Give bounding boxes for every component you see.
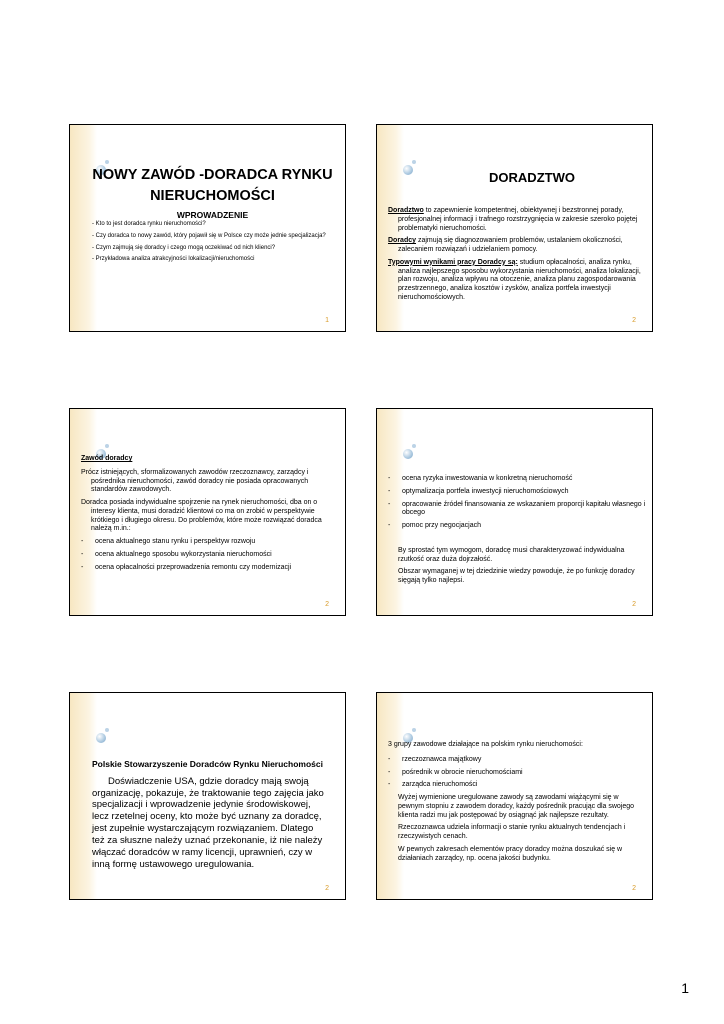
list-item: - ocena opłacalności przeprowadzenia remontu czy modernizacji: [81, 564, 339, 573]
slide-number: 1: [325, 317, 329, 324]
slide-number: 2: [325, 885, 329, 892]
slide-title-line1: NOWY ZAWÓD -DORADCA RYNKU: [92, 167, 333, 183]
slide-number: 2: [632, 317, 636, 324]
page-number: 1: [681, 980, 689, 996]
slide-1: [69, 124, 346, 332]
list-item: - ocena ryzyka inwestowania w konkretną nieruchomość: [388, 475, 646, 484]
slide-title: DORADZTWO: [489, 170, 575, 185]
intro-item: - Kto to jest doradca rynku nieruchomości?: [92, 221, 206, 227]
paragraph: Doradca posiada indywidualne spojrzenie na rynek nieruchomości, dba on o interesy klienta, musi doradzić klientowi co ma on zrobić w perspektywie krótkiego i długiego okresu. Do problemów, które może rozwiązać doradca należą m.in.:: [81, 499, 322, 533]
slide-heading: Polskie Stowarzyszenie Doradców Rynku Nieruchomości: [92, 759, 323, 769]
slide-heading: Zawód doradcy: [81, 455, 133, 462]
list-item: - ocena aktualnego stanu rynku i perspektyw rozwoju: [81, 538, 339, 547]
term: Doradztwo: [388, 207, 424, 214]
paragraph: Wyżej wymienione uregulowane zawody są zawodami wiążącymi się w pewnym stopniu z zawodem doradcy, każdy pośrednik pracując dla swojego klienta radzi mu jak postępować by osiągnąć jak najlepsze rezultaty.: [398, 794, 635, 819]
paragraph: Rzeczoznawca udziela informacji o stanie rynku aktualnych tendencjach i rzeczywistych cenach.: [398, 824, 626, 840]
list-item: - pośrednik w obrocie nieruchomościami: [388, 769, 646, 778]
intro: 3 grupy zawodowe działające na polskim rynku nieruchomości:: [388, 741, 583, 748]
slide-title-line2: NIERUCHOMOŚCI: [150, 188, 275, 205]
list-item: - pomoc przy negocjacjach: [388, 522, 646, 531]
intro-item: - Przykładowa analiza atrakcyjności lokalizacji/nieruchomości: [92, 256, 255, 263]
slide-2: [376, 124, 653, 332]
term: Doradcy: [388, 237, 417, 245]
paragraph: W pewnych zakresach elementów pracy doradcy można doszukać się w działaniach zarządcy, np. ocena jakości budynku.: [398, 845, 623, 862]
slide-number: 2: [632, 601, 636, 608]
intro-item: - Czy doradca to nowy zawód, który pojawił się w Polsce czy może jednie specjalizacja?: [92, 232, 326, 239]
bubble-icon: [96, 733, 106, 743]
slide-5: [69, 692, 346, 900]
slide-number: 2: [325, 601, 329, 608]
paragraph: Prócz istniejących, sformalizowanych zawodów rzeczoznawcy, zarządcy i pośrednika nieruchomości, zawód doradcy nie posiada opracowanych standardów zawodowych.: [81, 468, 309, 494]
bubble-icon: [403, 449, 413, 459]
paragraph: Obszar wymaganej w tej dziedzinie wiedzy powoduje, że po funkcję doradcy sięgają tylko najlepsi.: [398, 568, 635, 584]
paragraph: Doświadczenie USA, gdzie doradcy mają swoją organizację, pokazuje, że traktowanie tego zajęcia jako specjalizacji i wprowadzenie jedynie środowiskowej, lecz rzetelnej oceny, kto może być uznany za doradcę, jest zupełnie wystarczającym rozwiązaniem. Dlatego też za słuszne należy uznać przekonanie, iż nie należy włączać doradców w ramy licencji, uprawnień, czy w inną formę ustawowego uregulowania.: [92, 775, 324, 870]
list-item: - ocena aktualnego sposobu wykorzystania nieruchomości: [81, 551, 339, 560]
list-item: - opracowanie źródeł finansowania ze wskazaniem proporcji kapitału własnego i obcego: [388, 501, 646, 519]
list-item: - rzeczoznawca majątkowy: [388, 756, 646, 765]
term: Typowymi wynikami pracy Doradcy są:: [388, 258, 518, 266]
paragraph: By sprostać tym wymogom, doradcę musi charakteryzować indywidualna rzutkość oraz duża dojrzałość.: [398, 546, 625, 563]
slide-4: [376, 408, 653, 616]
slide-number: 2: [632, 885, 636, 892]
slide-subtitle: WPROWADZENIE: [176, 209, 249, 220]
definition-paragraph: Typowymi wynikami pracy Doradcy są: studium opłacalności, analiza rynku, analiza najlepszego sposobu wykorzystania nieruchomości, analiza lokalizacji, plan rozwoju, analiza wpływu na otoczenie, analiza planu zagospodarowania przestrzennego, analiza kosztów i zysków, analiza portfela inwestycji nieruchomościowych.: [388, 258, 641, 301]
list-item: - optymalizacja portfela inwestycji nieruchomościowych: [388, 488, 646, 497]
slide-6: [376, 692, 653, 900]
definition-paragraph: Doradztwo to zapewnienie kompetentnej, obiektywnej i bezstronnej porady, profesjonalnej informacji i trafnego rozstrzygnięcia w zakresie szeroko pojętej problematyki nieruchomości.: [388, 207, 638, 232]
intro-item: - Czym zajmują się doradcy i czego mogą oczekiwać od nich klienci?: [92, 244, 276, 251]
bubble-icon: [403, 165, 413, 175]
slide-3: [69, 408, 346, 616]
list-item: - zarządca nieruchomości: [388, 781, 646, 790]
definition-paragraph: Doradcy zajmują się diagnozowaniem problemów, ustalaniem okoliczności, zalecaniem rozwiązań i udzielaniem pomocy.: [388, 237, 623, 253]
